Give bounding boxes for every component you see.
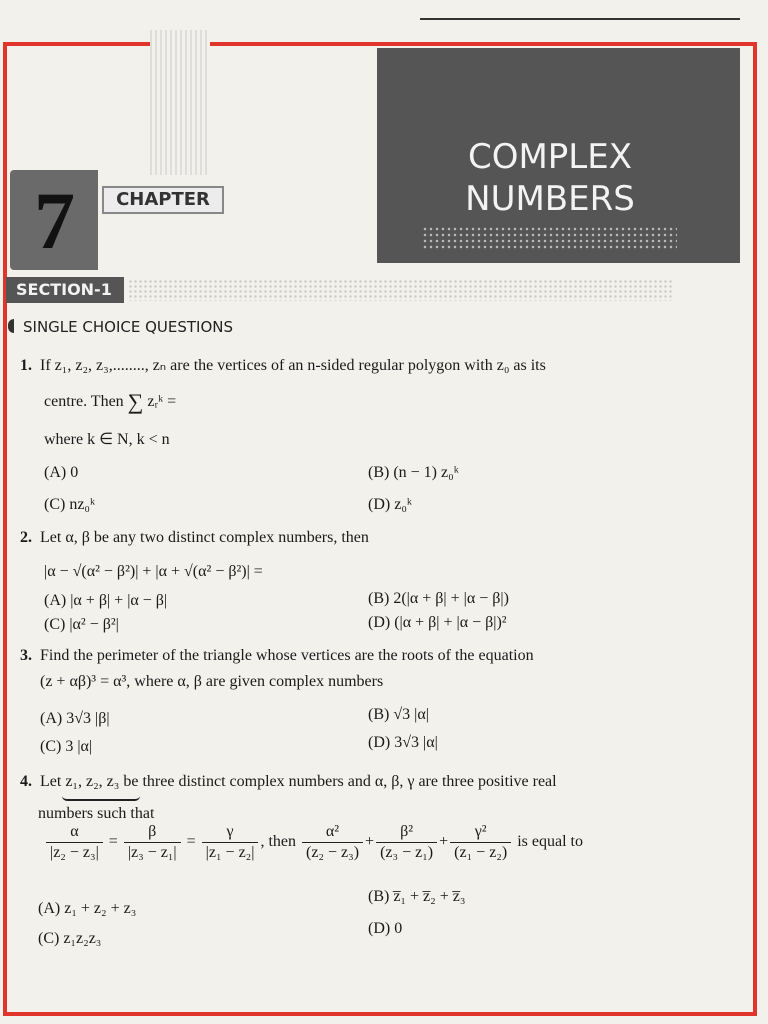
question-1 — [20, 356, 546, 376]
option-c: (C) nz₀ᵏ — [44, 496, 96, 513]
chapter-number-block — [10, 170, 98, 270]
question-text: is equal to — [517, 833, 583, 851]
denominator: (z₂ − z₃) — [306, 844, 360, 861]
question-number: 2. — [20, 529, 32, 546]
numerator: α² — [302, 822, 363, 843]
question-3-line2: (z + αβ)³ = α³, where α, β are given complex numbers — [40, 673, 384, 690]
summation-icon: ∑ — [127, 389, 144, 414]
chapter-label: CHAPTER — [102, 186, 224, 214]
denominator: |z₂ − z₃| — [50, 844, 99, 861]
fraction — [376, 822, 437, 863]
question-2 — [20, 528, 369, 548]
fraction — [124, 822, 181, 863]
option-b: (B) 2(|α + β| + |α − β|) — [368, 590, 509, 607]
question-text: Let z₁, z₂, z₃ be three distinct complex numbers and α, β, γ are three positive real — [40, 773, 557, 790]
question-text: , then — [260, 833, 296, 851]
numerator: γ² — [450, 822, 511, 843]
subheading-text: SINGLE CHOICE QUESTIONS — [23, 318, 234, 336]
question-text: zᵣᵏ = — [147, 393, 177, 410]
question-text: Let α, β be any two distinct complex numbers, then — [40, 529, 369, 546]
numerator: β — [124, 822, 181, 843]
handwritten-underline — [62, 796, 140, 801]
bullet-icon — [8, 319, 14, 333]
section-dot-pattern — [128, 279, 673, 301]
option-d: (D) 0 — [368, 920, 403, 937]
option-b: (B) z̅₁ + z̅₂ + z̅₃ — [368, 888, 466, 905]
fraction — [46, 822, 103, 863]
chapter-title — [440, 136, 660, 220]
option-d: (D) z₀ᵏ — [368, 496, 412, 513]
top-rule — [420, 18, 740, 20]
question-3 — [20, 646, 534, 666]
option-b: (B) (n − 1) z₀ᵏ — [368, 464, 459, 481]
fraction — [450, 822, 511, 863]
option-c: (C) z₁z₂z₃ — [38, 930, 102, 947]
option-c: (C) 3 |α| — [40, 738, 93, 755]
question-1-line3: where k ∈ N, k < n — [44, 431, 170, 448]
question-number: 1. — [20, 357, 32, 374]
option-c: (C) |α² − β²| — [44, 616, 119, 633]
chapter-title-line1: COMPLEX — [467, 137, 633, 177]
question-text: Find the perimeter of the triangle whose vertices are the roots of the equation — [40, 647, 534, 664]
question-4-line2: numbers such that — [38, 805, 155, 822]
option-d: (D) (|α + β| + |α − β|)² — [368, 614, 507, 631]
question-4 — [20, 772, 557, 792]
option-a: (A) 0 — [44, 464, 79, 481]
numerator: β² — [376, 822, 437, 843]
option-a: (A) z₁ + z₂ + z₃ — [38, 900, 137, 917]
title-dot-pattern — [422, 226, 677, 250]
question-4-equation: $\frac{\alpha}{\text{|z₂ − z₃|}}$ = $\frac{\beta}{\text{|z₃ − z₁|}}$ = $\frac{\gamma}{\text{|z₁ − z₂|}}$ , then $\frac{\text{α²}}{\text{(z₂ − z₃)}}$ + $\frac{\text{β²}}{\text{(z₃ − z₁)}}$ + $\frac{\text{γ²}}{\text{(z₁ − z₂)}}$ is equal to — [44, 822, 583, 863]
numerator: α — [46, 822, 103, 843]
subheading — [8, 318, 233, 336]
question-text: If z₁, z₂, z₃,........, zₙ are the vertices of an n-sided regular polygon with z₀ as its — [40, 357, 546, 374]
denominator: (z₁ − z₂) — [454, 844, 508, 861]
question-2-expression: |α − √(α² − β²)| + |α + √(α² − β²)| = — [44, 563, 263, 580]
option-b: (B) √3 |α| — [368, 706, 429, 723]
denominator: |z₁ − z₂| — [205, 844, 255, 861]
chapter-number: 7 — [34, 175, 75, 266]
denominator: (z₃ − z₁) — [380, 844, 434, 861]
question-text: centre. Then — [44, 393, 124, 410]
section-label: SECTION-1 — [6, 277, 124, 303]
numerator: γ — [202, 822, 259, 843]
chapter-title-line2: NUMBERS — [465, 179, 635, 219]
option-a: (A) |α + β| + |α − β| — [44, 592, 168, 609]
question-1-line2 — [44, 389, 177, 414]
fraction — [302, 822, 363, 863]
question-number: 3. — [20, 647, 32, 664]
fraction — [202, 822, 259, 863]
option-d: (D) 3√3 |α| — [368, 734, 438, 751]
question-number: 4. — [20, 773, 32, 790]
option-a: (A) 3√3 |β| — [40, 710, 110, 727]
denominator: |z₃ − z₁| — [127, 844, 177, 861]
decorative-stripes — [150, 30, 210, 175]
